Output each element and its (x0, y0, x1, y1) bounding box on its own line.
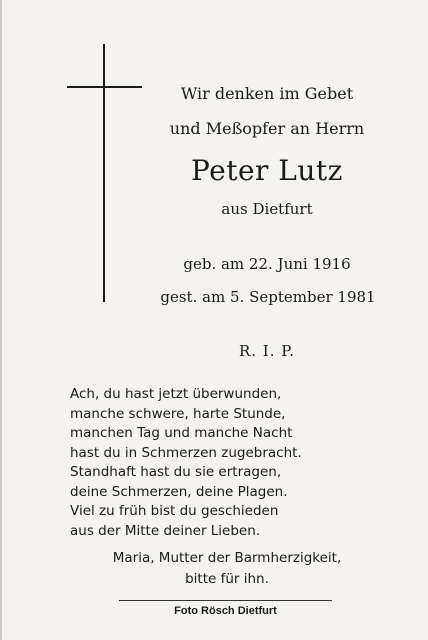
photo-credit: Foto Rösch Dietfurt (174, 605, 277, 617)
poem-line: manchen Tag und manche Nacht (70, 425, 293, 441)
birth-date: geb. am 22. Juni 1916 (183, 255, 351, 273)
prayer (62, 548, 392, 590)
death-date: gest. am 5. September 1981 (160, 288, 376, 306)
poem-line: hast du in Schmerzen zugebracht. (70, 444, 302, 461)
poem-line: aus der Mitte deiner Lieben. (70, 522, 261, 539)
deceased-name: Peter Lutz (191, 154, 343, 187)
cross-icon (103, 44, 105, 302)
prayer-line: bitte für ihn. (185, 571, 269, 587)
poem-line: Standhaft hast du sie ertragen, (70, 464, 282, 480)
prayer-line: Maria, Mutter der Barmherzigkeit, (112, 550, 342, 566)
poem (70, 385, 390, 541)
divider (119, 600, 332, 601)
poem-line: Viel zu früh bist du geschieden (70, 503, 279, 519)
intro-line-2: und Meßopfer an Herrn (169, 119, 365, 138)
cross-icon-bar (67, 86, 142, 88)
rip-text: R. I. P. (238, 342, 296, 360)
poem-line: deine Schmerzen, deine Plagen. (70, 483, 288, 500)
poem-line: Ach, du hast jetzt überwunden, (70, 386, 282, 402)
intro-line-1: Wir denken im Gebet (180, 84, 354, 103)
origin-line: aus Dietfurt (221, 200, 313, 218)
poem-line: manche schwere, harte Stunde, (70, 405, 286, 422)
